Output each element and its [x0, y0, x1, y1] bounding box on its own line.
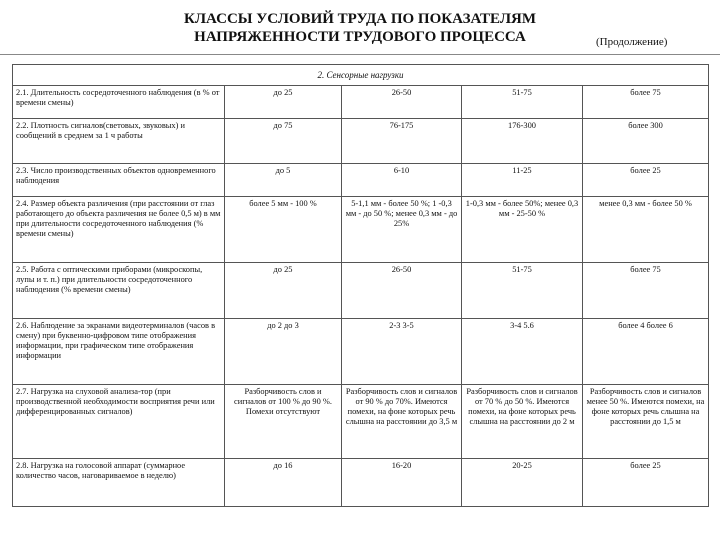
class-cell: 3-4 5.6: [462, 319, 583, 385]
page-header: [0, 0, 720, 58]
class-cell: 51-75: [462, 86, 583, 119]
table-row: [13, 119, 709, 164]
class-cell: 76-175: [342, 119, 462, 164]
class-cell: Разборчивость слов и сигналов от 90 % до 70%. Имеются помехи, на фоне которых речь слышна на расстоянии до 3,5 м: [342, 385, 462, 459]
class-cell: до 5: [225, 164, 342, 197]
page-title: КЛАССЫ УСЛОВИЙ ТРУДА ПО ПОКАЗАТЕЛЯМ НАПРЯЖЕННОСТИ ТРУДОВОГО ПРОЦЕССА: [183, 11, 537, 45]
table-row: [13, 164, 709, 197]
class-cell: более 4 более 6: [583, 319, 709, 385]
class-cell: более 5 мм - 100 %: [225, 197, 342, 263]
class-cell: до 2 до 3: [225, 319, 342, 385]
header-divider: [0, 54, 720, 55]
class-cell: менее 0,3 мм - более 50 %: [583, 197, 709, 263]
class-cell: 1-0,3 мм - более 50%; менее 0,3 мм - 25-50 %: [462, 197, 583, 263]
indicator-cell: 2.4. Размер объекта различения (при расстоянии от глаз работающего до объекта различения не более 0,5 м) в мм при длительности сосредоточенного наблюдения (% времени смены): [13, 197, 225, 263]
class-cell: более 300: [583, 119, 709, 164]
indicator-cell: 2.6. Наблюдение за экранами видеотерминалов (часов в смену) при буквенно-цифровом типе отображения информации, при графическом типе отображения информации: [13, 319, 225, 385]
class-cell: 20-25: [462, 459, 583, 507]
class-cell: более 75: [583, 86, 709, 119]
class-cell: до 16: [225, 459, 342, 507]
class-cell: 51-75: [462, 263, 583, 319]
table-row: [13, 86, 709, 119]
indicator-cell: 2.2. Плотность сигналов(световых, звуковых) и сообщений в среднем за 1 ч работы: [13, 119, 225, 164]
indicator-cell: 2.1. Длительность сосредоточенного наблюдения (в % от времени смены): [13, 86, 225, 119]
class-cell: 6-10: [342, 164, 462, 197]
class-cell: 16-20: [342, 459, 462, 507]
class-cell: более 25: [583, 164, 709, 197]
indicator-cell: 2.8. Нагрузка на голосовой аппарат (суммарное количество часов, наговариваемое в неделю): [13, 459, 225, 507]
indicator-cell: 2.3. Число производственных объектов одновременного наблюдения: [13, 164, 225, 197]
class-cell: более 25: [583, 459, 709, 507]
class-cell: до 25: [225, 86, 342, 119]
class-cell: 26-50: [342, 263, 462, 319]
section-header-row: [13, 65, 709, 86]
indicator-cell: 2.5. Работа с оптическими приборами (микроскопы, лупы и т. п.) при длительности сосредоточенного наблюдения (% времени смены): [13, 263, 225, 319]
table-row: [13, 319, 709, 385]
table-row: [13, 197, 709, 263]
labor-conditions-table: [12, 64, 709, 507]
class-cell: 26-50: [342, 86, 462, 119]
indicator-cell: 2.7. Нагрузка на слуховой анализа-тор (при производственной необходимости восприятия речи или дифференцированных сигналов): [13, 385, 225, 459]
table-row: [13, 459, 709, 507]
class-cell: более 75: [583, 263, 709, 319]
class-cell: 11-25: [462, 164, 583, 197]
class-cell: 5-1,1 мм - более 50 %; 1 -0,3 мм - до 50 %; менее 0,3 мм - до 25%: [342, 197, 462, 263]
continuation-label: (Продолжение): [596, 36, 668, 48]
class-cell: Разборчивость слов и сигналов от 70 % до 50 %. Имеются помехи, на фоне которых речь слышна на расстоянии до 2 м: [462, 385, 583, 459]
section-title: 2. Сенсорные нагрузки: [13, 65, 709, 86]
table-row: [13, 263, 709, 319]
class-cell: 2-3 3-5: [342, 319, 462, 385]
class-cell: Разборчивость слов и сигналов менее 50 %. Имеются помехи, на фоне которых речь слышна на расстоянии до 1,5 м: [583, 385, 709, 459]
class-cell: до 25: [225, 263, 342, 319]
class-cell: Разборчивость слов и сигналов от 100 % до 90 %. Помехи отсутствуют: [225, 385, 342, 459]
class-cell: до 75: [225, 119, 342, 164]
table-row: [13, 385, 709, 459]
class-cell: 176-300: [462, 119, 583, 164]
